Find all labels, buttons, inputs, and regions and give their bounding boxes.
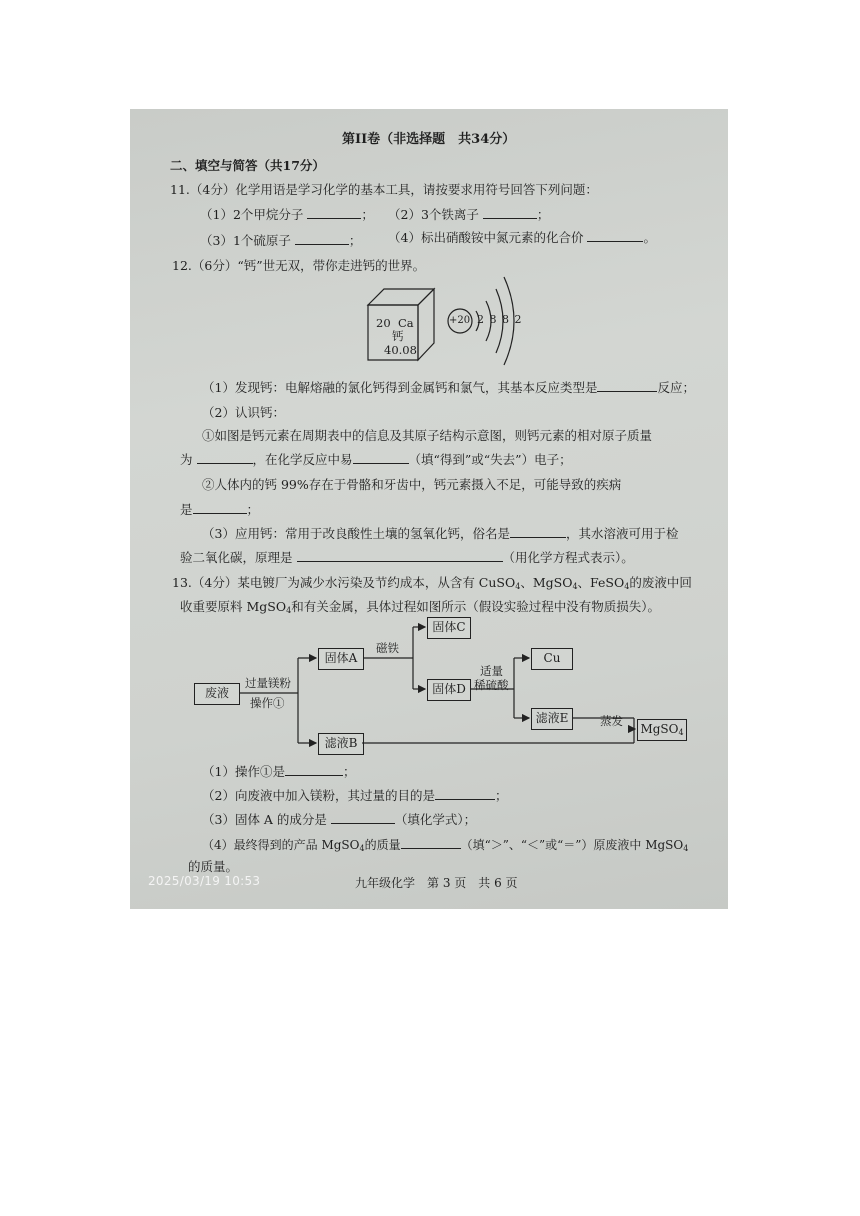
q13-part4-line1: （4）最终得到的产品 MgSO$_4$的质量 （填“＞”、“＜”或“＝”）原废液中 MgSO$_4$ <box>202 838 689 853</box>
q13-stem-line2: 收重要原料 MgSO$_4$和有关金属，具体过程如图所示（假设实验过程中没有物质损失）。 <box>180 599 660 615</box>
flow-node-copper: Cu <box>531 648 573 670</box>
q12-part2a-line2: 为 ，在化学反应中易 （填“得到”或“失去”）电子； <box>180 452 572 467</box>
flow-node-filtrate-e: 滤液E <box>531 708 573 730</box>
q12-part2: （2）认识钙： <box>202 405 285 420</box>
flow-node-waste-liquid: 废液 <box>194 683 240 705</box>
q11-part4: （4）标出硝酸铵中氮元素的化合价 。 <box>388 230 656 245</box>
flow-label-magnet: 磁铁 <box>376 641 399 655</box>
q12-part1: （1）发现钙：电解熔融的氯化钙得到金属钙和氯气，其基本反应类型是 反应； <box>202 380 695 395</box>
q13-part3: （3）固体 A 的成分是 （填化学式）； <box>202 812 477 827</box>
element-mass: 40.08 <box>384 343 417 357</box>
q12-part3-line2: 验二氧化碳，原理是 （用化学方程式表示）。 <box>180 550 634 565</box>
section-title: 第II卷（非选择题 共34分） <box>342 132 516 147</box>
answer-blank[interactable] <box>401 836 461 849</box>
element-name: 钙 <box>392 329 404 343</box>
q11-stem: 11.（4分）化学用语是学习化学的基本工具，请按要求用符号回答下列问题： <box>170 182 598 197</box>
page-footer: 九年级化学 第 3 页 共 6 页 <box>355 876 518 890</box>
nucleus-charge: +20 <box>449 315 471 326</box>
q13-stem-line1: 13.（4分）某电镀厂为减少水污染及节约成本，从含有 CuSO$_4$、MgSO$_4$、FeSO$_4$的废液中回 <box>172 575 692 591</box>
flow-node-product: MgSO$_4$ <box>637 719 687 741</box>
q13-part1: （1）操作①是 ； <box>202 764 356 779</box>
answer-blank[interactable] <box>285 763 343 776</box>
q12-part2b-line1: ②人体内的钙 99%存在于骨骼和牙齿中，钙元素摄入不足，可能导致的疾病 <box>202 477 622 492</box>
q12-part2b-line2: 是 ； <box>180 502 260 517</box>
flow-node-solid-c: 固体C <box>427 617 471 639</box>
q11-part2: （2）3个铁离子 ； <box>388 207 550 222</box>
flow-label-acid-amount: 适量 <box>480 664 503 678</box>
q12-stem: 12.（6分）“钙”世无双，带你走进钙的世界。 <box>172 258 426 273</box>
flow-label-reagent: 过量镁粉 <box>245 676 291 690</box>
q11-part1: （1）2个甲烷分子 ； <box>200 207 374 222</box>
element-info: 20 Ca <box>376 316 414 330</box>
flow-label-acid: 稀硫酸 <box>474 678 509 692</box>
shell-electrons: 2 8 8 2 <box>477 313 522 326</box>
answer-blank[interactable] <box>435 787 495 800</box>
q12-part3-line1: （3）应用钙：常用于改良酸性土壤的氢氧化钙，俗名是 ，其水溶液可用于检 <box>202 526 679 541</box>
q13-part2: （2）向废液中加入镁粉，其过量的目的是 ； <box>202 788 508 803</box>
part-heading: 二、填空与简答（共17分） <box>170 158 325 173</box>
flow-node-solid-d: 固体D <box>427 679 471 701</box>
flow-label-operation: 操作① <box>250 696 285 710</box>
q12-part2a-line1: ①如图是钙元素在周期表中的信息及其原子结构示意图，则钙元素的相对原子质量 <box>202 428 653 443</box>
flow-node-filtrate-b: 滤液B <box>318 733 364 755</box>
answer-blank[interactable] <box>331 811 395 824</box>
q13-part4-line2: 的质量。 <box>188 859 239 874</box>
q11-part3: （3）1个硫原子 ； <box>200 233 362 248</box>
flow-node-solid-a: 固体A <box>318 648 364 670</box>
flow-label-evaporate: 蒸发 <box>600 714 623 728</box>
exam-page-photo <box>130 109 728 909</box>
photo-timestamp: 2025/03/19 10:53 <box>148 874 261 888</box>
